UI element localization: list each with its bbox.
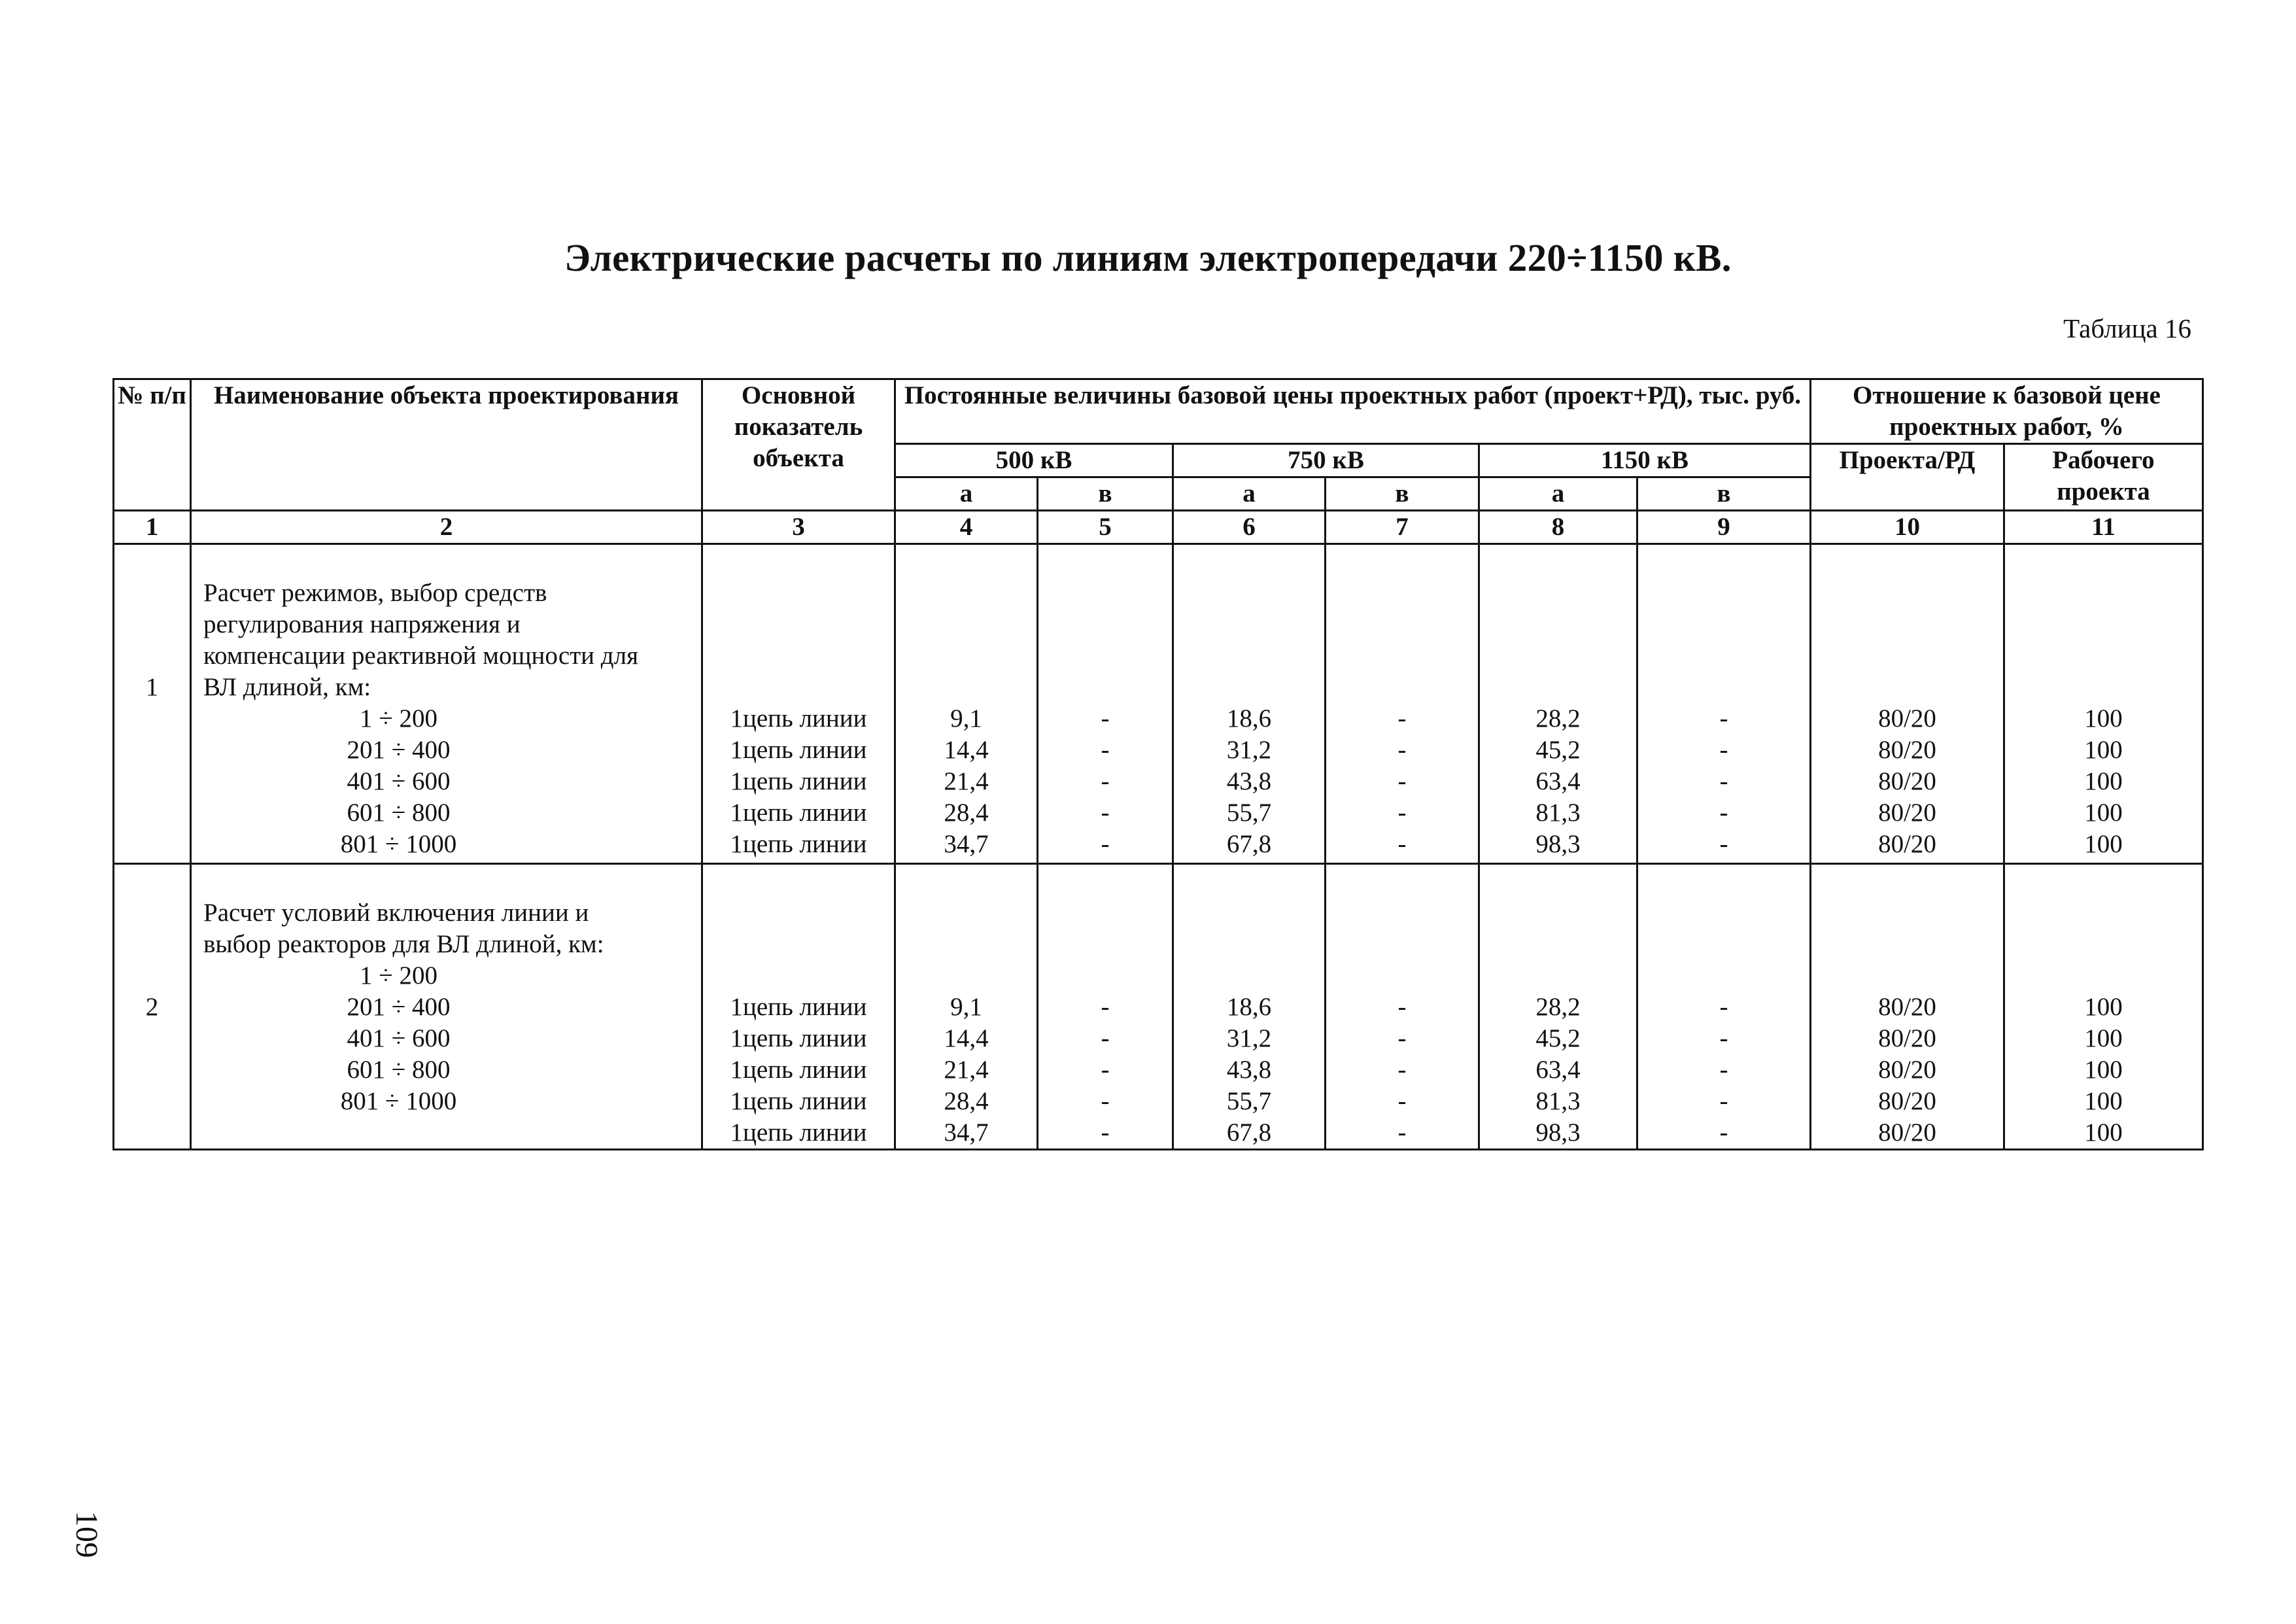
cell-value: 43,8 — [1226, 767, 1272, 795]
col-number: 5 — [1038, 511, 1173, 544]
value-750-b — [1326, 864, 1479, 1150]
cell-value: 18,6 — [1226, 704, 1272, 733]
cell-value: 81,3 — [1535, 1087, 1581, 1115]
cell-value: - — [1719, 799, 1728, 827]
col-number: 7 — [1326, 511, 1479, 544]
table-row — [114, 864, 2203, 1150]
cell-value: - — [1101, 704, 1110, 733]
cell-value: 45,2 — [1535, 1024, 1581, 1052]
header-750-a: а — [1173, 477, 1326, 511]
cell-value: 28,4 — [944, 1087, 989, 1115]
cell-value: - — [1397, 704, 1407, 733]
cell-value: 14,4 — [944, 1024, 989, 1052]
cell-value: 34,7 — [944, 830, 989, 858]
cell-value: - — [1101, 767, 1110, 795]
cell-value: 80/20 — [1878, 830, 1936, 858]
cell-value: - — [1101, 830, 1110, 858]
range-value: 601 ÷ 800 — [347, 1056, 451, 1084]
cell-value: 100 — [2084, 704, 2123, 733]
header-working-project: Рабочего проекта — [2004, 444, 2203, 511]
data-table — [112, 378, 2204, 1150]
cell-value: - — [1719, 1024, 1728, 1052]
page-number: 109 — [69, 1511, 104, 1558]
row-num: 1 — [114, 544, 191, 864]
name-line: Расчет условий включения линии и — [203, 899, 589, 927]
cell-value: 31,2 — [1226, 1024, 1272, 1052]
cell-value: - — [1397, 830, 1407, 858]
cell-value: - — [1719, 830, 1728, 858]
name-line: компенсации реактивной мощности для — [203, 642, 639, 670]
cell-value: 80/20 — [1878, 736, 1936, 764]
value-1150-b — [1637, 544, 1811, 864]
object-name — [191, 864, 702, 1150]
cell-value: - — [1101, 1024, 1110, 1052]
value-project-rd — [1811, 544, 2004, 864]
name-line: ВЛ длиной, км: — [203, 673, 371, 701]
indicator-value: 1цепь линии — [730, 704, 867, 733]
cell-value: 21,4 — [944, 767, 989, 795]
cell-value: - — [1719, 993, 1728, 1021]
cell-value: 18,6 — [1226, 993, 1272, 1021]
value-project-rd — [1811, 864, 2004, 1150]
cell-value: 80/20 — [1878, 767, 1936, 795]
cell-value: 98,3 — [1535, 1118, 1581, 1147]
cell-value: 63,4 — [1535, 767, 1581, 795]
value-working-project — [2004, 544, 2203, 864]
cell-value: - — [1397, 767, 1407, 795]
value-750-b — [1326, 544, 1479, 864]
range-value: 401 ÷ 600 — [347, 1024, 451, 1052]
value-500-b — [1038, 544, 1173, 864]
cell-value: 9,1 — [950, 993, 982, 1021]
header-ratio-group: Отношение к базовой цене проектных работ, % — [1811, 379, 2203, 444]
col-number: 4 — [895, 511, 1038, 544]
value-1150-a — [1479, 544, 1637, 864]
indicator-value: 1цепь линии — [730, 993, 867, 1021]
cell-value: - — [1397, 799, 1407, 827]
cell-value: 55,7 — [1226, 1087, 1272, 1115]
cell-value: - — [1719, 767, 1728, 795]
cell-value: 55,7 — [1226, 799, 1272, 827]
table-row — [114, 544, 2203, 864]
value-500-b — [1038, 864, 1173, 1150]
range-value: 801 ÷ 1000 — [340, 830, 457, 858]
cell-value: 80/20 — [1878, 1118, 1936, 1147]
cell-value: - — [1719, 1087, 1728, 1115]
col-number: 1 — [114, 511, 191, 544]
indicator-value: 1цепь линии — [730, 1118, 867, 1147]
col-number: 3 — [702, 511, 895, 544]
cell-value: - — [1719, 736, 1728, 764]
indicator-cell — [702, 864, 895, 1150]
cell-value: 28,2 — [1535, 993, 1581, 1021]
indicator-value: 1цепь линии — [730, 736, 867, 764]
cell-value: - — [1101, 1056, 1110, 1084]
value-1150-b — [1637, 864, 1811, 1150]
cell-value: 100 — [2084, 1087, 2123, 1115]
header-1150-a: а — [1479, 477, 1637, 511]
name-line: регулирования напряжения и — [203, 610, 521, 638]
cell-value: 81,3 — [1535, 799, 1581, 827]
cell-value: - — [1101, 736, 1110, 764]
cell-value: - — [1101, 993, 1110, 1021]
cell-value: 80/20 — [1878, 704, 1936, 733]
value-500-a — [895, 544, 1038, 864]
range-value: 401 ÷ 600 — [347, 767, 451, 795]
col-number: 2 — [191, 511, 702, 544]
cell-value: 14,4 — [944, 736, 989, 764]
header-name: Наименование объекта проектирования — [191, 379, 702, 511]
cell-value: - — [1719, 1056, 1728, 1084]
col-number: 8 — [1479, 511, 1637, 544]
col-number: 10 — [1811, 511, 2004, 544]
header-indicator: Основной показатель объекта — [702, 379, 895, 511]
range-value: 601 ÷ 800 — [347, 799, 451, 827]
header-500-a: а — [895, 477, 1038, 511]
range-value: 201 ÷ 400 — [347, 736, 451, 764]
cell-value: 28,2 — [1535, 704, 1581, 733]
col-number: 6 — [1173, 511, 1326, 544]
col-number: 11 — [2004, 511, 2203, 544]
cell-value: 28,4 — [944, 799, 989, 827]
cell-value: 100 — [2084, 1024, 2123, 1052]
header-750kv: 750 кВ — [1173, 444, 1479, 477]
value-750-a — [1173, 544, 1326, 864]
range-value: 801 ÷ 1000 — [340, 1087, 457, 1115]
row-num: 2 — [114, 864, 191, 1150]
page-title: Электрические расчеты по линиям электропередачи 220÷1150 кВ. — [564, 236, 1732, 279]
cell-value: - — [1397, 1118, 1407, 1147]
indicator-value: 1цепь линии — [730, 799, 867, 827]
name-line: Расчет режимов, выбор средств — [203, 579, 547, 607]
header-1150-b: в — [1637, 477, 1811, 511]
cell-value: - — [1397, 993, 1407, 1021]
cell-value: 100 — [2084, 1056, 2123, 1084]
cell-value: - — [1397, 736, 1407, 764]
cell-value: - — [1719, 1118, 1728, 1147]
cell-value: 100 — [2084, 736, 2123, 764]
cell-value: 21,4 — [944, 1056, 989, 1084]
cell-value: - — [1397, 1087, 1407, 1115]
range-value: 1 ÷ 200 — [360, 961, 437, 990]
cell-value: - — [1397, 1056, 1407, 1084]
indicator-value: 1цепь линии — [730, 1024, 867, 1052]
value-750-a — [1173, 864, 1326, 1150]
cell-value: 100 — [2084, 1118, 2123, 1147]
cell-value: - — [1101, 799, 1110, 827]
cell-value: 98,3 — [1535, 830, 1581, 858]
cell-value: 80/20 — [1878, 799, 1936, 827]
col-number: 9 — [1637, 511, 1811, 544]
object-name — [191, 544, 702, 864]
value-1150-a — [1479, 864, 1637, 1150]
cell-value: 100 — [2084, 767, 2123, 795]
header-num: № п/п — [114, 379, 191, 511]
cell-value: 31,2 — [1226, 736, 1272, 764]
range-value: 201 ÷ 400 — [347, 993, 451, 1021]
value-500-a — [895, 864, 1038, 1150]
cell-value: - — [1397, 1024, 1407, 1052]
header-750-b: в — [1326, 477, 1479, 511]
cell-value: 100 — [2084, 993, 2123, 1021]
header-project-rd: Проекта/РД — [1811, 444, 2004, 511]
header-500kv: 500 кВ — [895, 444, 1173, 477]
cell-value: 100 — [2084, 799, 2123, 827]
cell-value: 80/20 — [1878, 993, 1936, 1021]
table-label: Таблица 16 — [2063, 313, 2191, 343]
cell-value: 67,8 — [1226, 1118, 1272, 1147]
cell-value: 67,8 — [1226, 830, 1272, 858]
cell-value: - — [1101, 1087, 1110, 1115]
cell-value: 43,8 — [1226, 1056, 1272, 1084]
cell-value: 80/20 — [1878, 1056, 1936, 1084]
cell-value: 9,1 — [950, 704, 982, 733]
header-1150kv: 1150 кВ — [1479, 444, 1811, 477]
cell-value: 80/20 — [1878, 1024, 1936, 1052]
indicator-value: 1цепь линии — [730, 830, 867, 858]
cell-value: 80/20 — [1878, 1087, 1936, 1115]
indicator-value: 1цепь линии — [730, 767, 867, 795]
range-value: 1 ÷ 200 — [360, 704, 437, 733]
indicator-value: 1цепь линии — [730, 1056, 867, 1084]
cell-value: - — [1719, 704, 1728, 733]
cell-value: 45,2 — [1535, 736, 1581, 764]
header-500-b: в — [1038, 477, 1173, 511]
name-line: выбор реакторов для ВЛ длиной, км: — [203, 930, 604, 958]
indicator-value: 1цепь линии — [730, 1087, 867, 1115]
indicator-cell — [702, 544, 895, 864]
cell-value: 34,7 — [944, 1118, 989, 1147]
header-const-group: Постоянные величины базовой цены проектных работ (проект+РД), тыс. руб. — [895, 379, 1811, 444]
cell-value: - — [1101, 1118, 1110, 1147]
cell-value: 100 — [2084, 830, 2123, 858]
value-working-project — [2004, 864, 2203, 1150]
cell-value: 63,4 — [1535, 1056, 1581, 1084]
